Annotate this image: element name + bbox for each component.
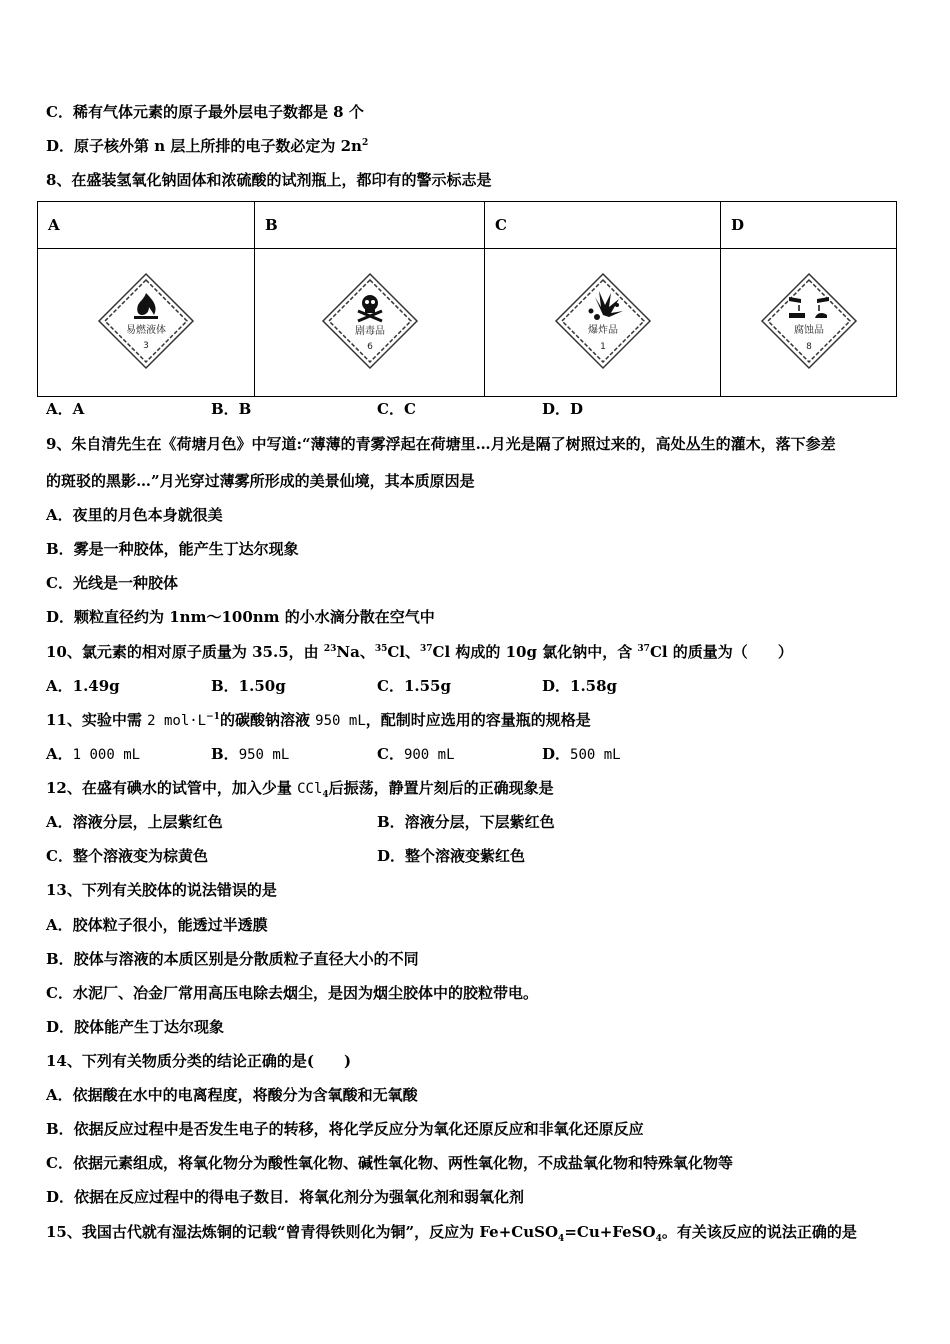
q9-option-b: B．雾是一种胶体，能产生丁达尔现象 (46, 540, 299, 558)
sign-cell-c (485, 249, 721, 397)
q9-option-c: C．光线是一种胶体 (46, 574, 178, 592)
svg-text:剧毒品: 剧毒品 (354, 325, 385, 337)
q9-option-d: D．颗粒直径约为 1nm～100nm 的小水滴分散在空气中 (46, 608, 435, 626)
header-a: A (38, 202, 255, 249)
q14-option-b: B．依据反应过程中是否发生电子的转移，将化学反应分为氧化还原反应和非氧化还原反应 (46, 1120, 644, 1138)
header-d: D (721, 202, 897, 249)
svg-text:腐蚀品: 腐蚀品 (793, 324, 824, 336)
svg-text:爆炸品: 爆炸品 (587, 324, 618, 336)
explosion-icon (553, 271, 653, 371)
q9-stem-line2: 的斑驳的黑影…”月光穿过薄雾所形成的美景仙境，其本质原因是 (46, 472, 475, 490)
q13-option-b: B．胶体与溶液的本质区别是分散质粒子直径大小的不同 (46, 950, 419, 968)
q10-option-c: C．1.55g (377, 677, 451, 695)
q11-option-c: C．900 mL (377, 745, 455, 763)
q15-stem: 15、我国古代就有湿法炼铜的记载“曾青得铁则化为铜”，反应为 Fe+CuSO$_4$=Cu+FeSO$_4$。有关该反应的说法正确的是 (46, 1223, 857, 1244)
q12-stem: 12、在盛有碘水的试管中，加入少量 CCl$_4$后振荡，静置片刻后的正确现象是 (46, 779, 554, 800)
q14-stem: 14、下列有关物质分类的结论正确的是( ) (46, 1052, 352, 1070)
q8-option-b: B．B (211, 400, 252, 418)
svg-text:易燃液体: 易燃液体 (126, 324, 166, 336)
sign-cell-d (721, 249, 897, 397)
q13-stem: 13、下列有关胶体的说法错误的是 (46, 881, 277, 899)
q12-option-a: A．溶液分层，上层紫红色 (46, 813, 223, 831)
header-c: C (485, 202, 721, 249)
q14-option-d: D．依据在反应过程中的得电子数目．将氧化剂分为强氧化剂和弱氧化剂 (46, 1188, 525, 1206)
header-b: B (255, 202, 485, 249)
flame-icon (96, 271, 196, 371)
warning-sign-table (37, 201, 897, 397)
q14-option-a: A．依据酸在水中的电离程度，将酸分为含氧酸和无氧酸 (46, 1086, 418, 1104)
svg-text:3: 3 (143, 340, 149, 351)
q12-option-b: B．溶液分层，下层紫红色 (377, 813, 555, 831)
q12-option-d: D．整个溶液变紫红色 (377, 847, 526, 865)
q11-option-b: B．950 mL (211, 745, 290, 763)
q9-option-a: A．夜里的月色本身就很美 (46, 506, 223, 524)
q8-option-d: D．D (542, 400, 584, 418)
q7-option-d: D．原子核外第 n 层上所排的电子数必定为 $2n^2$ (46, 137, 369, 155)
svg-text:6: 6 (366, 341, 373, 352)
q8-option-a: A．A (46, 400, 85, 418)
q11-option-a: A．1 000 mL (46, 745, 141, 763)
q11-stem: 11、实验中需 2 $mol\cdot L^{-1}$的碳酸钠溶液 950 mL，配制时应选用的容量瓶的规格是 (46, 711, 591, 729)
q13-option-a: A．胶体粒子很小，能透过半透膜 (46, 916, 268, 934)
svg-text:1: 1 (599, 341, 606, 352)
q12-option-c: C．整个溶液变为棕黄色 (46, 847, 208, 865)
q14-option-c: C．依据元素组成，将氧化物分为酸性氧化物、碱性氧化物、两性氧化物，不成盐氧化物和特殊氧化物等 (46, 1154, 733, 1172)
q13-option-d: D．胶体能产生丁达尔现象 (46, 1018, 225, 1036)
q11-option-d: D．500 mL (542, 745, 621, 763)
q7-option-c: C．稀有气体元素的原子最外层电子数都是 8 个 (46, 103, 364, 121)
q10-stem: 10、氯元素的相对原子质量为 35.5，由 $^{23}$Na、$^{35}$Cl、$^{37}$Cl 构成的 10g 氯化钠中，含 $^{37}$Cl 的质量为（ ） (46, 643, 793, 661)
q10-option-a: A．1.49g (46, 677, 120, 695)
q9-stem-line1: 9、朱自清先生在《荷塘月色》中写道:“薄薄的青雾浮起在荷塘里…月光是隔了树照过来的，高处丛生的灌木，落下参差 (46, 435, 836, 453)
q8-option-c: C．C (377, 400, 416, 418)
sign-cell-b (255, 249, 485, 397)
q10-option-b: B．1.50g (211, 677, 286, 695)
q10-option-d: D．1.58g (542, 677, 618, 695)
svg-text:8: 8 (805, 341, 812, 352)
skull-icon (320, 271, 420, 371)
sign-cell-a (38, 249, 255, 397)
q8-stem: 8、在盛装氢氧化钠固体和浓硫酸的试剂瓶上，都印有的警示标志是 (46, 171, 492, 189)
corrosive-icon (759, 271, 859, 371)
q13-option-c: C．水泥厂、冶金厂常用高压电除去烟尘，是因为烟尘胶体中的胶粒带电。 (46, 984, 538, 1002)
